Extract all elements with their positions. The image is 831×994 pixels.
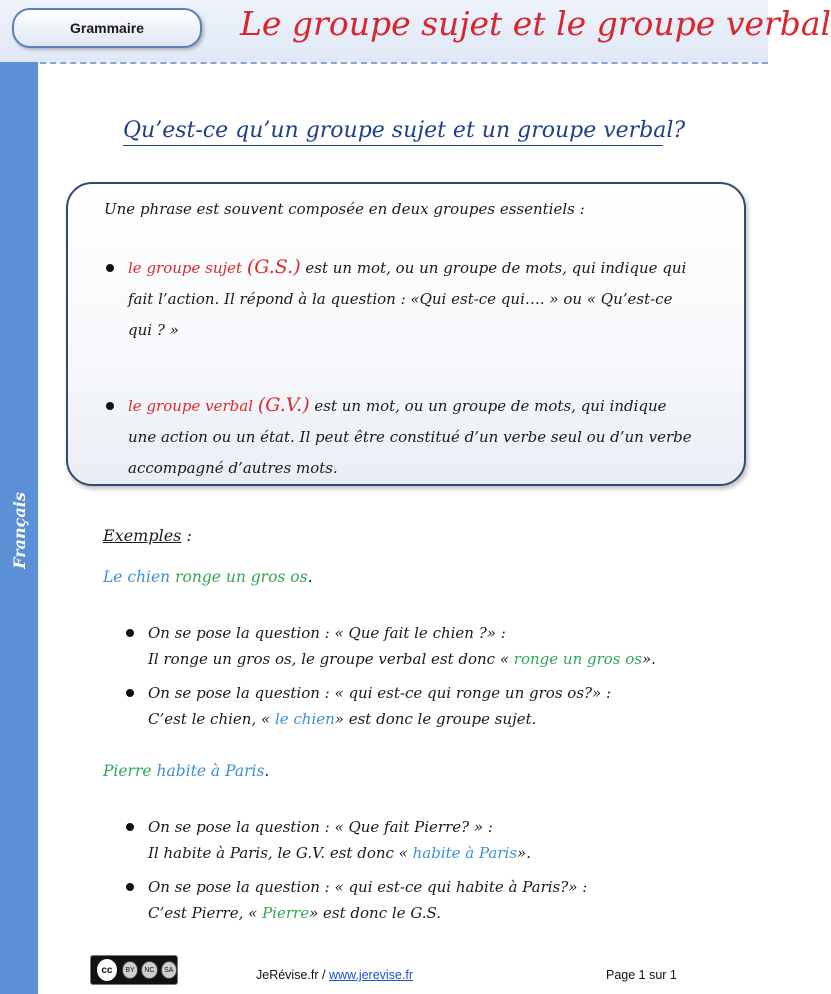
ex2-question-1 bbox=[148, 814, 708, 866]
ex1-end: . bbox=[307, 568, 313, 586]
bullet-icon bbox=[126, 823, 134, 831]
category-tab bbox=[12, 8, 202, 48]
ex2-q2-highlight: Pierre bbox=[262, 904, 310, 922]
ex2-q2-line2-end: » est donc le G.S. bbox=[309, 904, 442, 922]
ex2-verb: habite à Paris bbox=[156, 762, 265, 780]
ex1-subject: Le chien bbox=[103, 568, 171, 586]
footer-page-number: Page 1 sur 1 bbox=[606, 968, 677, 982]
ex2-q1-line2-start: Il habite à Paris, le G.V. est donc « bbox=[148, 844, 413, 862]
bullet-icon bbox=[106, 402, 114, 410]
ex2-q1-highlight: habite à Paris bbox=[412, 844, 518, 862]
cc-nc-icon: NC bbox=[141, 961, 157, 979]
bullet-icon bbox=[126, 689, 134, 697]
creative-commons-badge[interactable] bbox=[90, 955, 178, 985]
definition-item-gs bbox=[128, 252, 708, 346]
example-sentence-2 bbox=[103, 762, 269, 780]
side-subject-text: Français bbox=[9, 491, 29, 569]
gs-abbr: (G.S.) bbox=[246, 256, 301, 278]
gv-text-line1: est un mot, ou un groupe de mots, qui indique bbox=[309, 397, 667, 415]
ex2-question-2 bbox=[148, 874, 708, 926]
gv-abbr: (G.V.) bbox=[257, 394, 310, 416]
side-subject-label bbox=[0, 480, 38, 580]
gs-text-line2: fait l’action. Il répond à la question : «Qui est-ce qui…. » ou « Qu’est-ce bbox=[128, 290, 673, 308]
gv-term: le groupe verbal bbox=[128, 397, 254, 415]
gv-text-line3: accompagné d’autres mots. bbox=[128, 459, 338, 477]
examples-heading bbox=[103, 526, 192, 545]
footer-site-link[interactable]: www.jerevise.fr bbox=[328, 968, 413, 982]
gs-text-line3: qui ? » bbox=[128, 321, 179, 339]
page-header bbox=[0, 0, 831, 64]
gs-term: le groupe sujet bbox=[128, 259, 243, 277]
examples-title-suffix: : bbox=[181, 526, 192, 545]
gv-text-line2: une action ou un état. Il peut être constitué d’un verbe seul ou d’un verbe bbox=[128, 428, 692, 446]
ex1-q1-line2-start: Il ronge un gros os, le groupe verbal est donc « bbox=[148, 650, 514, 668]
definition-box bbox=[66, 182, 746, 486]
ex1-q1-highlight: ronge un gros os bbox=[513, 650, 642, 668]
ex2-q1-line2-end: ». bbox=[517, 844, 531, 862]
ex1-q1-line1: On se pose la question : « Que fait le chien ?» : bbox=[148, 624, 506, 642]
cc-by-icon: BY bbox=[122, 961, 138, 979]
ex1-q2-line2-start: C’est le chien, « bbox=[148, 710, 275, 728]
ex1-q2-highlight: le chien bbox=[274, 710, 335, 728]
ex2-q2-line1: On se pose la question : « qui est-ce qui habite à Paris?» : bbox=[148, 878, 588, 896]
cc-sa-icon: SA bbox=[161, 961, 177, 979]
ex1-q2-line2-end: » est donc le groupe sujet. bbox=[334, 710, 537, 728]
page-title: Le groupe sujet et le groupe verbal bbox=[240, 4, 831, 43]
bullet-icon bbox=[126, 629, 134, 637]
ex1-verb: ronge un gros os bbox=[175, 568, 308, 586]
examples-title: Exemples bbox=[103, 526, 182, 545]
ex2-end: . bbox=[264, 762, 270, 780]
section-heading: Qu’est-ce qu’un groupe sujet et un groupe verbal? bbox=[123, 118, 663, 146]
footer-separator: / bbox=[318, 968, 329, 982]
cc-icon: cc bbox=[95, 957, 119, 983]
ex1-question-2 bbox=[148, 680, 708, 732]
ex1-q2-line1: On se pose la question : « qui est-ce qui ronge un gros os?» : bbox=[148, 684, 612, 702]
ex1-question-1 bbox=[148, 620, 708, 672]
ex2-subject: Pierre bbox=[103, 762, 152, 780]
ex2-q2-line2-start: C’est Pierre, « bbox=[148, 904, 263, 922]
category-tab-label: Grammaire bbox=[70, 20, 144, 36]
bullet-icon bbox=[106, 264, 114, 272]
definition-intro: Une phrase est souvent composée en deux groupes essentiels : bbox=[104, 200, 585, 218]
footer-site bbox=[256, 968, 413, 982]
ex1-q1-line2-end: ». bbox=[642, 650, 656, 668]
gs-text-line1: est un mot, ou un groupe de mots, qui indique qui bbox=[300, 259, 687, 277]
definition-item-gv bbox=[128, 390, 708, 484]
example-sentence-1 bbox=[103, 568, 313, 586]
bullet-icon bbox=[126, 883, 134, 891]
footer-site-name: JeRévise.fr bbox=[256, 968, 319, 982]
ex2-q1-line1: On se pose la question : « Que fait Pierre? » : bbox=[148, 818, 493, 836]
